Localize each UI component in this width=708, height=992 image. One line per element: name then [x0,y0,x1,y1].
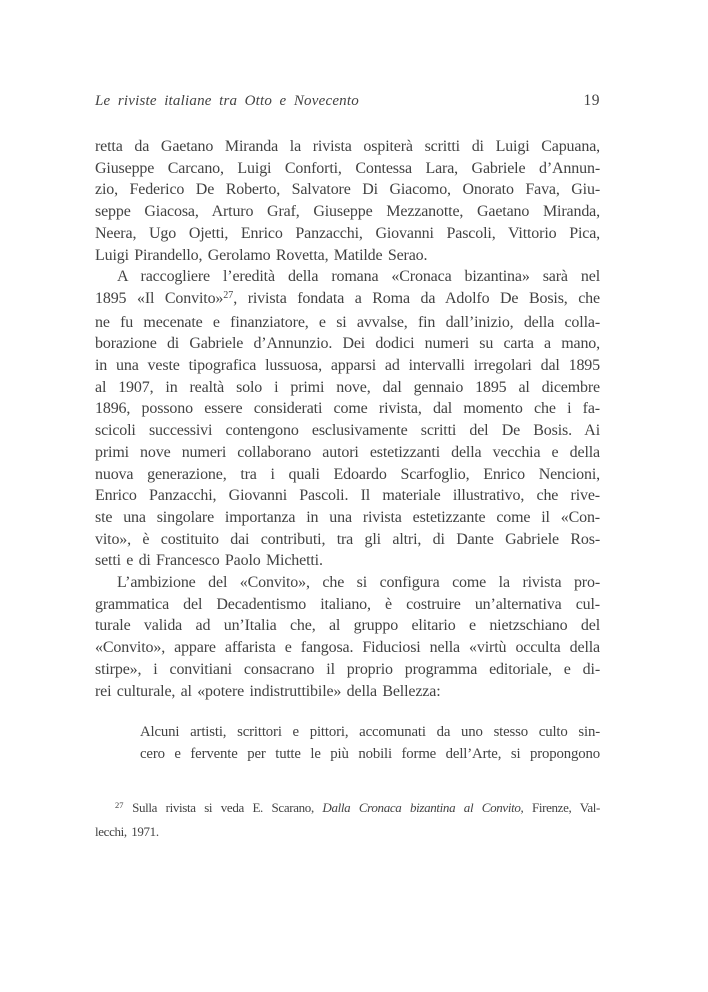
text-line: L’ambizione del «Convito», che si configura come la rivista pro- [117,574,600,592]
paragraph-1 [95,136,600,266]
running-title: Le riviste italiane tra Otto e Novecento [95,93,359,109]
text-line: Giuseppe Carcano, Luigi Conforti, Contessa Lara, Gabriele d’Annun- [95,159,600,177]
text-line: zio, Federico De Roberto, Salvatore Di Giacomo, Onorato Fava, Giu- [95,181,600,199]
text-line: Enrico Panzacchi, Giovanni Pascoli. Il materiale illustrativo, che rive- [95,487,600,505]
footnote-line: lecchi, 1971. [95,823,159,839]
text-line: cero e fervente per tutte le più nobili forme dell’Arte, si propongono [140,746,600,763]
text-line: in una veste tipografica lussuosa, apparsi ad intervalli irregolari dal 1895 [95,357,600,375]
text-line: al 1907, in realtà solo i primi nove, dal gennaio 1895 al dicembre [95,378,600,396]
text-line: ste una singolare importanza in una rivista estetizzante come il «Con- [95,508,600,526]
text-line: stirpe», i convitiani consacrano il proprio programma editoriale, e di- [95,660,600,678]
text-line: scicoli successivi contengono esclusivamente scritti del De Bosis. Ai [95,422,600,440]
body-text [95,136,600,766]
text-line: primi nove numeri collaborano autori estetizzanti della vecchia e della [95,443,600,461]
text-line: rei culturale, al «potere indistruttibile» della Bellezza: [95,682,441,700]
text-line: vito», è costituito dai contributi, tra gli altri, di Dante Gabriele Ros- [95,530,600,548]
footnote-text: Firenze, Val- [523,800,600,815]
text-line: nuova generazione, tra i quali Edoardo Scarfoglio, Enrico Nencioni, [95,465,600,483]
text-line: Alcuni artisti, scrittori e pittori, accomunati da uno stesso culto sin- [140,724,600,741]
running-header [95,92,600,110]
footnote-line [95,797,600,821]
text-line: borazione di Gabriele d’Annunzio. Dei dodici numeri su carta a mano, [95,335,600,353]
footnote-cited-title: Dalla Cronaca bizantina al Convito, [322,800,524,815]
paragraph-3 [95,572,600,702]
footnote-text: Sulla rivista si veda E. Scarano, [123,800,323,815]
text-segment: 1895 «Il Convito» [95,289,224,307]
text-line: A raccogliere l’eredità della romana «Cronaca bizantina» sarà nel [117,268,600,286]
text-line [95,288,600,312]
footnote-number: 27 [115,800,124,810]
text-line: «Convito», appare affarista e fangosa. Fiduciosi nella «virtù occulta della [95,639,600,657]
text-line: turale valida ad un’Italia che, al gruppo elitario e nietzschiano del [95,617,600,635]
text-line: grammatica del Decadentismo italiano, è costruire un’alternativa cul- [95,595,600,613]
block-quote [140,722,600,766]
text-line: seppe Giacosa, Arturo Graf, Giuseppe Mezzanotte, Gaetano Miranda, [95,203,600,221]
paragraph-2 [95,266,600,572]
footnote-reference-marker: 27 [223,289,234,301]
text-line: 1896, possono essere considerati come rivista, dal momento che i fa- [95,400,600,418]
footnote [95,797,600,842]
page-number: 19 [583,92,600,109]
text-line: Neera, Ugo Ojetti, Enrico Panzacchi, Giovanni Pascoli, Vittorio Pica, [95,224,600,242]
text-line: setti e di Francesco Paolo Michetti. [95,552,323,570]
text-line: retta da Gaetano Miranda la rivista ospiterà scritti di Luigi Capuana, [95,138,600,155]
text-line: Luigi Pirandello, Gerolamo Rovetta, Matilde Serao. [95,246,428,264]
text-line: ne fu mecenate e finanziatore, e si avvalse, fin dall’inizio, della colla- [95,313,600,331]
text-segment: , rivista fondata a Roma da Adolfo De Bosis, che [233,289,600,307]
